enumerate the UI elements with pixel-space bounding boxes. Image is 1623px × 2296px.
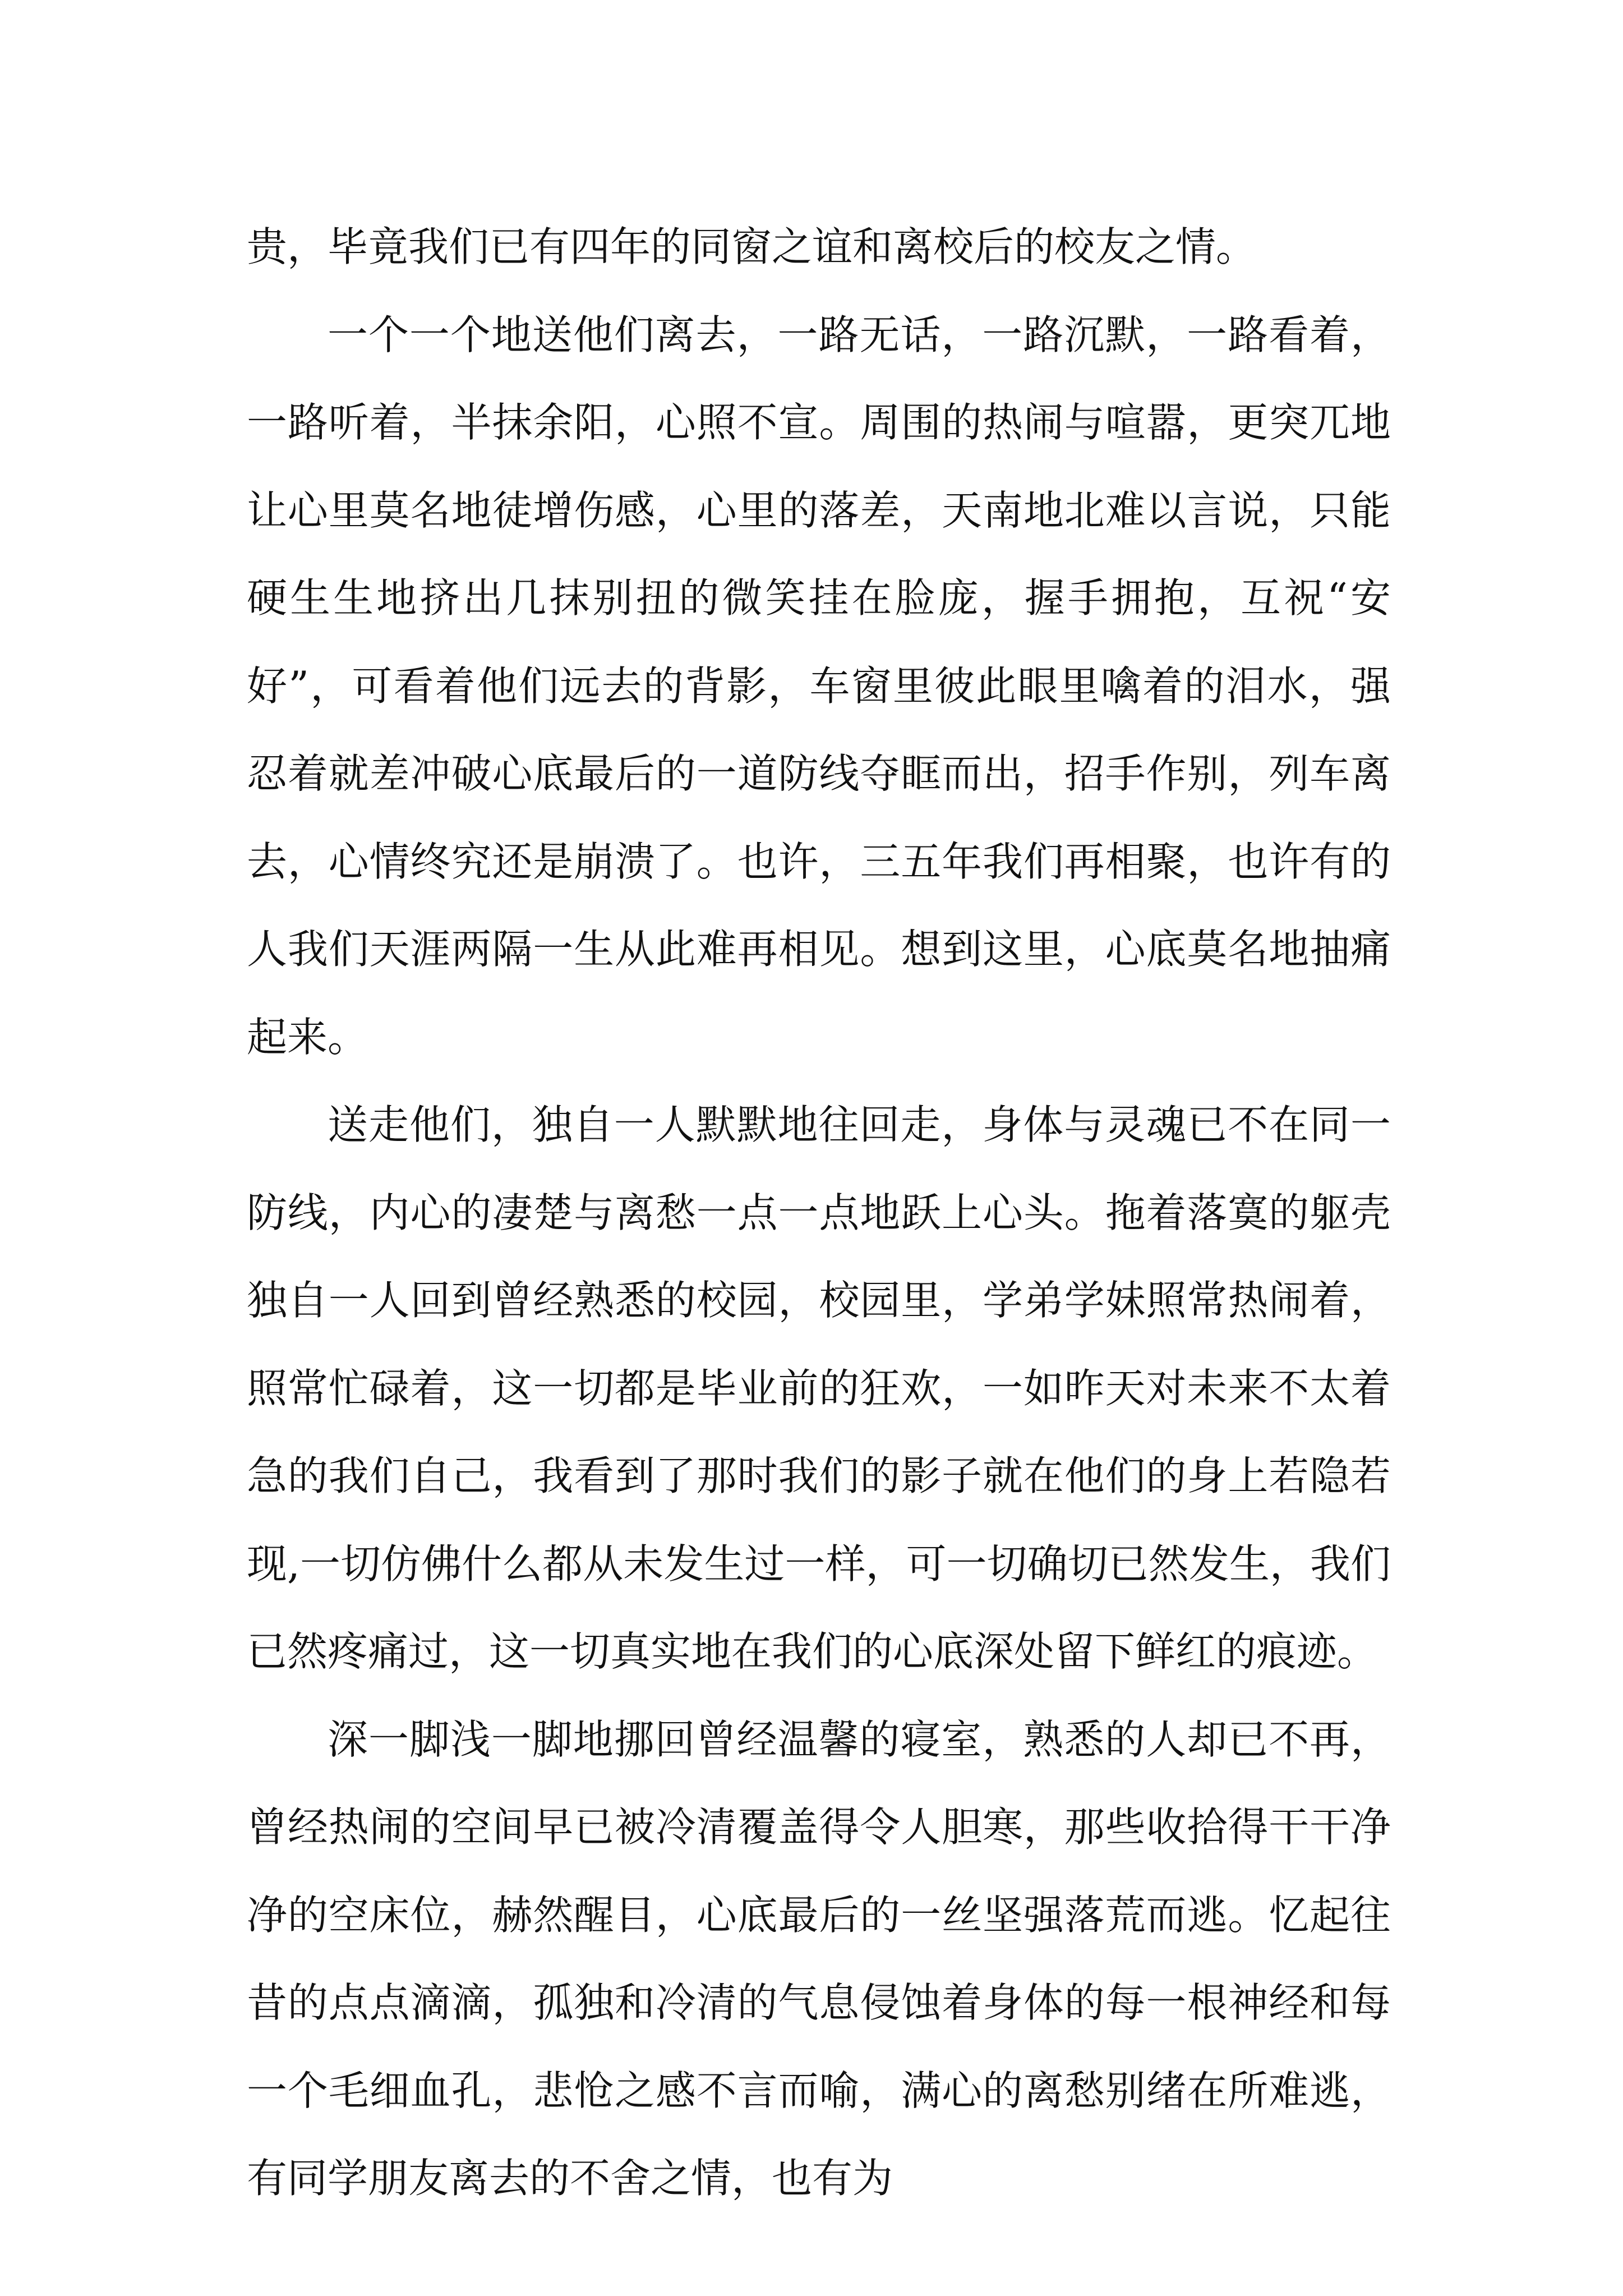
paragraph-2: 一个一个地送他们离去，一路无话，一路沉默，一路看着，一路听着，半抹余阳，心照不宣。周围的热闹与喧嚣，更突兀地让心里莫名地徒增伤感，心里的落差，天南地北难以言说，只能硬生生地挤出几抹别扭的微笑挂在脸庞，握手拥抱，互祝“安好”，可看着他们远去的背影，车窗里彼此眼里噙着的泪水，强忍着就差冲破心底最后的一道防线夺眶而出，招手作别，列车离去，心情终究还是崩溃了。也许，三五年我们再相聚，也许有的人我们天涯两隔一生从此难再相见。想到这里，心底莫名地抽痛起来。 <box>247 311 1391 1061</box>
paragraph-1: 贵，毕竟我们已有四年的同窗之谊和离校后的校友之情。 <box>247 223 1257 270</box>
body-text <box>247 203 1391 2223</box>
paragraph-3: 送走他们，独自一人默默地往回走，身体与灵魂已不在同一防线，内心的凄楚与离愁一点一点地跃上心头。拖着落寞的躯壳独自一人回到曾经熟悉的校园，校园里，学弟学妹照常热闹着，照常忙碌着，这一切都是毕业前的狂欢，一如昨天对未来不太着急的我们自己，我看到了那时我们的影子就在他们的身上若隐若现,一切仿佛什么都从未发生过一样，可一切确切已然发生，我们已然疼痛过，这一切真实地在我们的心底深处留下鲜红的痕迹。 <box>247 1101 1391 1675</box>
paragraph-4: 深一脚浅一脚地挪回曾经温馨的寝室，熟悉的人却已不再，曾经热闹的空间早已被冷清覆盖得令人胆寒，那些收拾得干干净净的空床位，赫然醒目，心底最后的一丝坚强落荒而逃。忆起往昔的点点滴滴，孤独和冷清的气息侵蚀着身体的每一根神经和每一个毛细血孔，悲怆之感不言而喻，满心的离愁别绪在所难逃，有同学朋友离去的不舍之情，也有为 <box>247 1715 1391 2202</box>
